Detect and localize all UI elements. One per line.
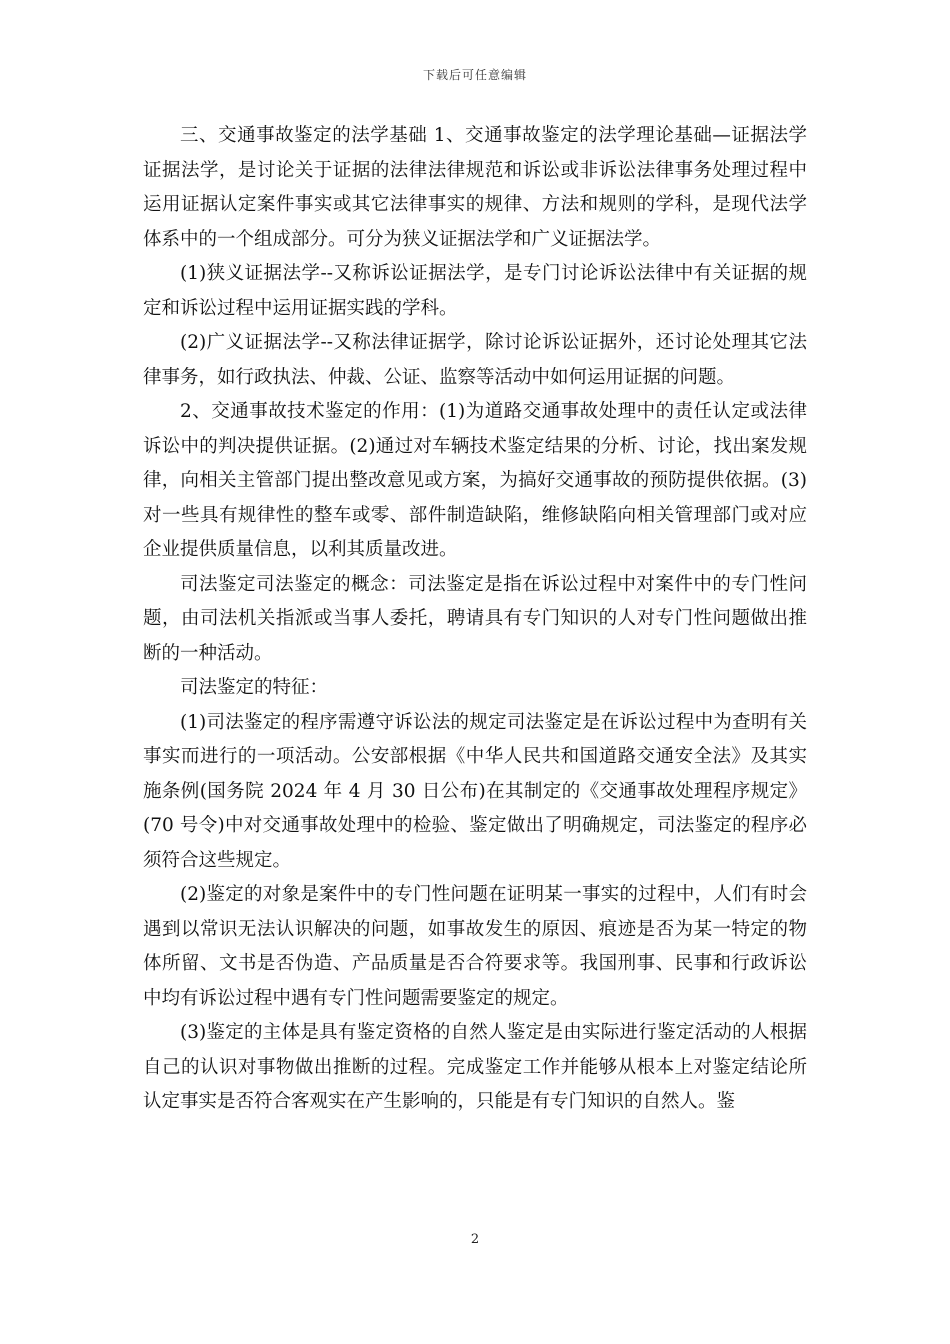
paragraph-feature-procedure: (1)司法鉴定的程序需遵守诉讼法的规定司法鉴定是在诉讼过程中为查明有关事实而进行的一项活动。公安部根据《中华人民共和国道路交通安全法》及其实施条例(国务院 2024 年 4 月 30 日公布)在其制定的《交通事故处理程序规定》(70 号令)中对交通事故处理中的检验、鉴定做出了明确规定，司法鉴定的程序必须符合这些规定。 [143,711,807,871]
paragraph-technical-appraisal-role: 2、交通事故技术鉴定的作用：(1)为道路交通事故处理中的责任认定或法律诉讼中的判决提供证据。(2)通过对车辆技术鉴定结果的分析、讨论，找出案发规律，向相关主管部门提出整改意见或方案，为搞好交通事故的预防提供依据。(3)对一些具有规律性的整车或零、部件制造缺陷，维修缺陷向相关管理部门或对应企业提供质量信息，以利其质量改进。 [143,401,807,560]
paragraph-feature-object: (2)鉴定的对象是案件中的专门性问题在证明某一事实的过程中，人们有时会遇到以常识无法认识解决的问题，如事故发生的原因、痕迹是否为某一特定的物体所留、文书是否伪造、产品质量是否合符要求等。我国刑事、民事和行政诉讼中均有诉讼过程中遇有专门性问题需要鉴定的规定。 [143,884,807,1009]
paragraph-broad-evidence-law: (2)广义证据法学--又称法律证据学，除讨论诉讼证据外，还讨论处理其它法律事务，如行政执法、仲裁、公证、监察等活动中如何运用证据的问题。 [143,332,807,388]
paragraph-judicial-appraisal-concept: 司法鉴定司法鉴定的概念：司法鉴定是指在诉讼过程中对案件中的专门性问题，由司法机关指派或当事人委托，聘请具有专门知识的人对专门性问题做出推断的一种活动。 [143,573,807,664]
paragraph-legal-basis: 三、交通事故鉴定的法学基础 1、交通事故鉴定的法学理论基础—证据法学证据法学，是讨论关于证据的法律法律规范和诉讼或非诉讼法律事务处理过程中运用证据认定案件事实或其它法律事实的规律、方法和规则的学科，是现代法学体系中的一个组成部分。可分为狭义证据法学和广义证据法学。 [143,125,807,250]
document-body [143,119,807,1120]
page-header: 下载后可任意编辑 [422,68,527,82]
paragraph-narrow-evidence-law: (1)狭义证据法学--又称诉讼证据法学，是专门讨论诉讼法律中有关证据的规定和诉讼过程中运用证据实践的学科。 [143,263,807,319]
page-number: 2 [470,1232,480,1247]
paragraph-feature-subject: (3)鉴定的主体是具有鉴定资格的自然人鉴定是由实际进行鉴定活动的人根据自己的认识对事物做出推断的过程。完成鉴定工作并能够从根本上对鉴定结论所认定事实是否符合客观实在产生影响的，只能是有专门知识的自然人。鉴 [143,1022,807,1112]
paragraph-judicial-appraisal-features: 司法鉴定的特征： [180,677,329,698]
